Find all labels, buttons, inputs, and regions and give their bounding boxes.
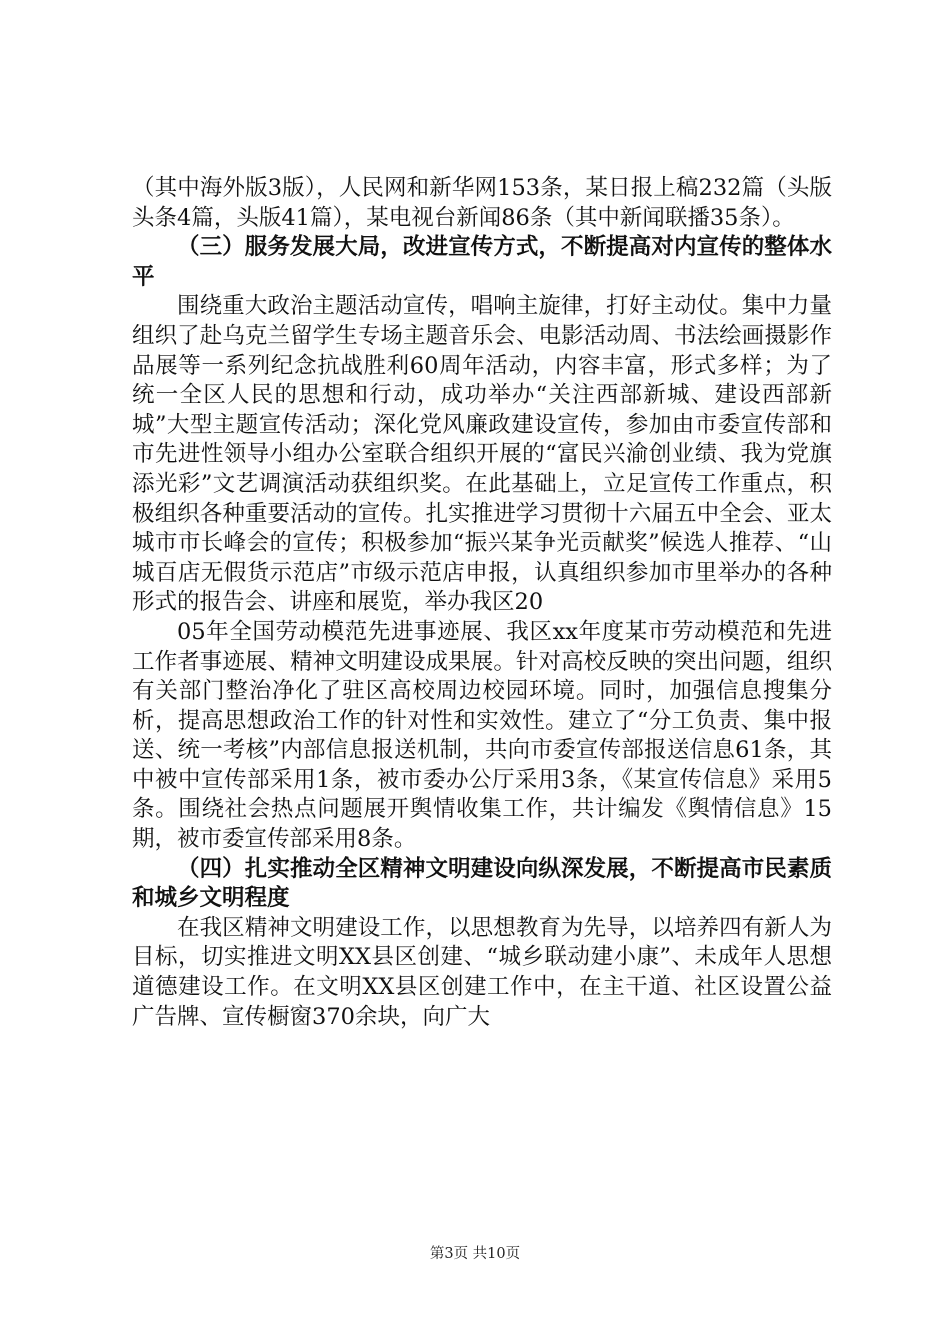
page-footer: 第3页 共10页 [429, 1246, 521, 1262]
paragraph-1: （其中海外版3版），人民网和新华网153条，某日报上稿232篇（头版头条4篇，头版41篇），某电视台新闻86条（其中新闻联播35条）。 [132, 175, 832, 231]
paragraph-4: 在我区精神文明建设工作，以思想教育为先导，以培养四有新人为目标，切实推进文明XX县区创建、“城乡联动建小康”、未成年人思想道德建设工作。在文明XX县区创建工作中，在主干道、社区设置公益广告牌、宣传橱窗370余块，向广大 [132, 914, 832, 1030]
section-heading-3: （三）服务发展大局，改进宣传方式，不断提高对内宣传的整体水平 [132, 234, 832, 290]
section-heading-4: （四）扎实推动全区精神文明建设向纵深发展，不断提高市民素质和城乡文明程度 [132, 855, 832, 912]
paragraph-2: 围绕重大政治主题活动宣传，唱响主旋律，打好主动仗。集中力量组织了赴乌克兰留学生专场主题音乐会、电影活动周、书法绘画摄影作品展等一系列纪念抗战胜利60周年活动，内容丰富，形式多样；为了统一全区人民的思想和行动，成功举办“关注西部新城、建设西部新城”大型主题宣传活动；深化党风廉政建设宣传，参加由市委宣传部和市先进性领导小组办公室联合组织开展的“富民兴渝创业绩、我为党旗添光彩”文艺调演活动获组织奖。在此基础上，立足宣传工作重点，积极组织各种重要活动的宣传。扎实推进学习贯彻十六届五中全会、亚太城市市长峰会的宣传；积极参加“振兴某争光贡献奖”候选人推荐、“山城百店无假货示范店”市级示范店申报，认真组织参加市里举办的各种形式的报告会、讲座和展览，举办我区20 [132, 293, 832, 616]
paragraph-3: 05年全国劳动模范先进事迹展、我区xx年度某市劳动模范和先进工作者事迹展、精神文明建设成果展。针对高校反映的突出问题，组织有关部门整治净化了驻区高校周边校园环境。同时，加强信息搜集分析，提高思想政治工作的针对性和实效性。建立了“分工负责、集中报送、统一考核”内部信息报送机制，共向市委宣传部报送信息61条，其中被中宣传部采用1条，被市委办公厅采用3条，《某宣传信息》采用5条。围绕社会热点问题展开舆情收集工作，共计编发《舆情信息》15期，被市委宣传部采用8条。 [132, 618, 832, 853]
document-body [132, 174, 832, 1032]
